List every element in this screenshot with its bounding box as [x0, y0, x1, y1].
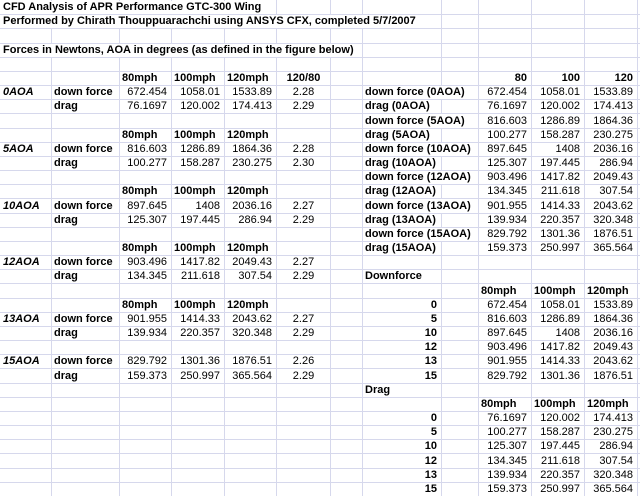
cell-K13[interactable]: 1417.82: [540, 171, 580, 183]
cell-E10[interactable]: 120mph: [227, 129, 269, 141]
cell-J22[interactable]: 672.454: [487, 299, 527, 311]
cell-H24[interactable]: 10: [424, 327, 437, 339]
cell-K31[interactable]: 158.287: [540, 426, 580, 438]
cell-L25[interactable]: 2049.43: [593, 341, 633, 353]
cell-L17[interactable]: 1876.51: [593, 228, 633, 240]
cell-K16[interactable]: 220.357: [540, 214, 580, 226]
cell-F16[interactable]: 2.29: [292, 214, 315, 226]
cell-D22[interactable]: 100mph: [174, 299, 216, 311]
cell-J32[interactable]: 125.307: [487, 440, 527, 452]
cell-H30[interactable]: 0: [430, 412, 437, 424]
cell-K27[interactable]: 1301.36: [540, 370, 580, 382]
cell-K22[interactable]: 1058.01: [540, 299, 580, 311]
cell-K34[interactable]: 220.357: [540, 469, 580, 481]
cell-H16[interactable]: drag (13AOA): [365, 214, 436, 226]
cell-C14[interactable]: 80mph: [122, 185, 158, 197]
cell-K33[interactable]: 211.618: [541, 455, 580, 467]
cell-D11[interactable]: 1286.89: [180, 143, 220, 155]
cell-C23[interactable]: 901.955: [127, 313, 167, 325]
cell-J10[interactable]: 100.277: [487, 129, 527, 141]
cell-H33[interactable]: 12: [424, 455, 437, 467]
cell-C20[interactable]: 134.345: [127, 270, 167, 282]
cell-L23[interactable]: 1864.36: [593, 313, 633, 325]
cell-K35[interactable]: 250.997: [540, 483, 580, 495]
cell-K7[interactable]: 1058.01: [540, 86, 580, 98]
cell-F24[interactable]: 2.29: [292, 327, 315, 339]
cell-D19[interactable]: 1417.82: [180, 256, 220, 268]
cell-C10[interactable]: 80mph: [122, 129, 158, 141]
cell-H11[interactable]: down force (10AOA): [363, 143, 478, 156]
cell-K9[interactable]: 1286.89: [540, 115, 580, 127]
cell-L31[interactable]: 230.275: [593, 426, 633, 438]
cell-J12[interactable]: 125.307: [487, 157, 527, 169]
cell-J7[interactable]: 672.454: [487, 86, 527, 98]
cell-J31[interactable]: 100.277: [487, 426, 527, 438]
cell-A4[interactable]: Forces in Newtons, AOA in degrees (as defined in the figure below): [1, 44, 362, 57]
cell-K23[interactable]: 1286.89: [540, 313, 580, 325]
cell-D23[interactable]: 1414.33: [180, 313, 220, 325]
cell-K32[interactable]: 197.445: [540, 440, 580, 452]
cell-H9[interactable]: down force (5AOA): [363, 114, 478, 128]
cell-E26[interactable]: 1876.51: [232, 355, 272, 367]
cell-J17[interactable]: 829.792: [487, 228, 527, 240]
cell-L26[interactable]: 2043.62: [593, 355, 633, 367]
cell-J9[interactable]: 816.603: [487, 115, 527, 127]
cell-K18[interactable]: 250.997: [540, 242, 580, 254]
column-gridline: [51, 0, 52, 496]
cell-H35[interactable]: 15: [424, 483, 437, 495]
cell-L15[interactable]: 2043.62: [593, 200, 633, 212]
cell-A15[interactable]: 10AOA: [3, 200, 40, 212]
cell-K17[interactable]: 1301.36: [540, 228, 580, 240]
cell-L11[interactable]: 2036.16: [593, 143, 633, 155]
cell-L22[interactable]: 1533.89: [593, 299, 633, 311]
cell-J27[interactable]: 829.792: [487, 370, 527, 382]
cell-C24[interactable]: 139.934: [127, 327, 167, 339]
cell-F8[interactable]: 2.29: [292, 100, 315, 112]
cell-L9[interactable]: 1864.36: [593, 115, 633, 127]
cell-L12[interactable]: 286.94: [599, 157, 633, 169]
cell-J30[interactable]: 76.1697: [487, 412, 527, 424]
cell-B8[interactable]: drag: [54, 100, 78, 112]
cell-E12[interactable]: 230.275: [232, 157, 272, 169]
cell-E18[interactable]: 120mph: [227, 242, 269, 254]
cell-F6[interactable]: 120/80: [286, 72, 321, 84]
cell-E24[interactable]: 320.348: [232, 327, 272, 339]
cell-H23[interactable]: 5: [430, 313, 437, 325]
cell-K15[interactable]: 1414.33: [540, 200, 580, 212]
cell-F19[interactable]: 2.27: [292, 256, 315, 268]
cell-E15[interactable]: 2036.16: [232, 200, 272, 212]
cell-L33[interactable]: 307.54: [599, 455, 633, 467]
cell-J8[interactable]: 76.1697: [487, 100, 527, 112]
cell-F26[interactable]: 2.26: [292, 355, 315, 367]
cell-F23[interactable]: 2.27: [292, 313, 315, 325]
cell-D14[interactable]: 100mph: [174, 185, 216, 197]
cell-F27[interactable]: 2.29: [292, 370, 315, 382]
cell-L32[interactable]: 286.94: [599, 440, 633, 452]
cell-D12[interactable]: 158.287: [180, 157, 220, 169]
cell-K8[interactable]: 120.002: [540, 100, 580, 112]
cell-C7[interactable]: 672.454: [127, 86, 167, 98]
cell-D8[interactable]: 120.002: [180, 100, 220, 112]
cell-D20[interactable]: 211.618: [181, 270, 220, 282]
cell-J33[interactable]: 134.345: [487, 455, 527, 467]
cell-B7[interactable]: down force: [54, 86, 113, 98]
cell-K11[interactable]: 1408: [555, 143, 580, 155]
cell-J15[interactable]: 901.955: [487, 200, 527, 212]
cell-E22[interactable]: 120mph: [227, 299, 269, 311]
cell-L18[interactable]: 365.564: [593, 242, 633, 254]
cell-E23[interactable]: 2043.62: [232, 313, 272, 325]
cell-C18[interactable]: 80mph: [122, 242, 158, 254]
cell-L13[interactable]: 2049.43: [593, 171, 633, 183]
cell-A1[interactable]: CFD Analysis of APR Performance GTC-300 Wing: [1, 1, 276, 14]
cell-A11[interactable]: 5AOA: [3, 143, 34, 155]
cell-B26[interactable]: down force: [54, 355, 113, 367]
cell-D6[interactable]: 100mph: [174, 72, 216, 84]
cell-L35[interactable]: 365.564: [593, 483, 633, 495]
cell-A19[interactable]: 12AOA: [3, 256, 40, 268]
cell-F12[interactable]: 2.30: [292, 157, 315, 169]
cell-D15[interactable]: 1408: [195, 200, 220, 212]
cell-E14[interactable]: 120mph: [227, 185, 269, 197]
cell-K25[interactable]: 1417.82: [540, 341, 580, 353]
cell-B11[interactable]: down force: [54, 143, 113, 155]
cell-E19[interactable]: 2049.43: [232, 256, 272, 268]
cell-J24[interactable]: 897.645: [487, 327, 527, 339]
cell-K21[interactable]: 100mph: [534, 285, 576, 297]
cell-L14[interactable]: 307.54: [599, 185, 633, 197]
cell-K30[interactable]: 120.002: [540, 412, 580, 424]
cell-J11[interactable]: 897.645: [487, 143, 527, 155]
cell-E20[interactable]: 307.54: [238, 270, 272, 282]
cell-C8[interactable]: 76.1697: [127, 100, 167, 112]
cell-K26[interactable]: 1414.33: [540, 355, 580, 367]
cell-L27[interactable]: 1876.51: [593, 370, 633, 382]
cell-H17[interactable]: down force (15AOA): [363, 228, 478, 241]
cell-H18[interactable]: drag (15AOA): [365, 242, 436, 254]
cell-H25[interactable]: 12: [424, 341, 437, 353]
cell-A23[interactable]: 13AOA: [3, 313, 40, 325]
cell-L30[interactable]: 174.413: [593, 412, 633, 424]
cell-B27[interactable]: drag: [54, 370, 78, 382]
cell-A2[interactable]: Performed by Chirath Thouppuarachchi using ANSYS CFX, completed 5/7/2007: [1, 15, 441, 28]
cell-B23[interactable]: down force: [54, 313, 113, 325]
cell-B20[interactable]: drag: [54, 270, 78, 282]
cell-J29[interactable]: 80mph: [481, 398, 517, 410]
cell-J14[interactable]: 134.345: [487, 185, 527, 197]
cell-J21[interactable]: 80mph: [481, 285, 517, 297]
cell-B24[interactable]: drag: [54, 327, 78, 339]
cell-A7[interactable]: 0AOA: [3, 86, 34, 98]
cell-B16[interactable]: drag: [54, 214, 78, 226]
cell-C27[interactable]: 159.373: [127, 370, 167, 382]
cell-K10[interactable]: 158.287: [540, 129, 580, 141]
column-gridline: [330, 0, 331, 496]
cell-E8[interactable]: 174.413: [232, 100, 272, 112]
cell-H13[interactable]: down force (12AOA): [363, 171, 478, 184]
cell-D16[interactable]: 197.445: [180, 214, 220, 226]
cell-C26[interactable]: 829.792: [127, 355, 167, 367]
cell-C12[interactable]: 100.277: [127, 157, 167, 169]
cell-F15[interactable]: 2.27: [292, 200, 315, 212]
row-gridline: [0, 383, 640, 384]
cell-K12[interactable]: 197.445: [540, 157, 580, 169]
cell-J16[interactable]: 139.934: [487, 214, 527, 226]
cell-E16[interactable]: 286.94: [238, 214, 272, 226]
cell-K29[interactable]: 100mph: [534, 398, 576, 410]
cell-H8[interactable]: drag (0AOA): [365, 100, 430, 112]
cell-C16[interactable]: 125.307: [127, 214, 167, 226]
cell-J18[interactable]: 159.373: [487, 242, 527, 254]
row-gridline: [0, 57, 640, 58]
cell-H15[interactable]: down force (13AOA): [363, 199, 478, 213]
cell-F20[interactable]: 2.29: [292, 270, 315, 282]
cell-H22[interactable]: 0: [430, 299, 437, 311]
cell-H7[interactable]: down force (0AOA): [363, 86, 478, 99]
cell-H14[interactable]: drag (12AOA): [365, 185, 436, 197]
cell-H28[interactable]: Drag: [365, 384, 391, 396]
cell-L21[interactable]: 120mph: [587, 285, 629, 297]
cell-C6[interactable]: 80mph: [122, 72, 158, 84]
cell-D24[interactable]: 220.357: [180, 327, 220, 339]
cell-L16[interactable]: 320.348: [593, 214, 633, 226]
cell-H10[interactable]: drag (5AOA): [365, 129, 430, 141]
cell-D27[interactable]: 250.997: [180, 370, 220, 382]
cell-E27[interactable]: 365.564: [232, 370, 272, 382]
cell-K24[interactable]: 1408: [555, 327, 580, 339]
cell-F7[interactable]: 2.28: [292, 86, 315, 98]
cell-F11[interactable]: 2.28: [292, 143, 315, 155]
cell-J35[interactable]: 159.373: [487, 483, 527, 495]
cell-C22[interactable]: 80mph: [122, 299, 158, 311]
cell-D26[interactable]: 1301.36: [180, 355, 220, 367]
column-gridline: [637, 0, 638, 496]
cell-J13[interactable]: 903.496: [487, 171, 527, 183]
cell-H27[interactable]: 15: [424, 370, 437, 382]
cell-H31[interactable]: 5: [430, 426, 437, 438]
cell-L29[interactable]: 120mph: [587, 398, 629, 410]
cell-D7[interactable]: 1058.01: [180, 86, 220, 98]
cell-L6[interactable]: 120: [614, 72, 633, 84]
cell-J23[interactable]: 816.603: [487, 313, 527, 325]
cell-D10[interactable]: 100mph: [174, 129, 216, 141]
cell-K14[interactable]: 211.618: [541, 185, 580, 197]
cell-B12[interactable]: drag: [54, 157, 78, 169]
cell-A26[interactable]: 15AOA: [3, 355, 40, 367]
cell-J26[interactable]: 901.955: [487, 355, 527, 367]
cell-B15[interactable]: down force: [54, 200, 113, 212]
row-gridline: [0, 28, 640, 29]
cell-L24[interactable]: 2036.16: [593, 327, 633, 339]
cell-H12[interactable]: drag (10AOA): [365, 157, 436, 169]
cell-H20[interactable]: Downforce: [365, 270, 422, 282]
cell-J6[interactable]: 80: [514, 72, 527, 84]
cell-E7[interactable]: 1533.89: [232, 86, 272, 98]
cell-E6[interactable]: 120mph: [227, 72, 269, 84]
cell-L8[interactable]: 174.413: [593, 100, 633, 112]
cell-K6[interactable]: 100: [561, 72, 580, 84]
cell-C19[interactable]: 903.496: [127, 256, 167, 268]
cell-D18[interactable]: 100mph: [174, 242, 216, 254]
cell-B19[interactable]: down force: [54, 256, 113, 268]
cell-H34[interactable]: 13: [424, 469, 437, 481]
cell-J34[interactable]: 139.934: [487, 469, 527, 481]
cell-C15[interactable]: 897.645: [127, 200, 167, 212]
cell-J25[interactable]: 903.496: [487, 341, 527, 353]
cell-L10[interactable]: 230.275: [593, 129, 633, 141]
cell-E11[interactable]: 1864.36: [232, 143, 272, 155]
cell-L34[interactable]: 320.348: [593, 469, 633, 481]
cell-L7[interactable]: 1533.89: [593, 86, 633, 98]
cell-C11[interactable]: 816.603: [127, 143, 167, 155]
cell-H32[interactable]: 10: [424, 440, 437, 452]
cell-H26[interactable]: 13: [424, 355, 437, 367]
column-gridline: [441, 0, 442, 496]
